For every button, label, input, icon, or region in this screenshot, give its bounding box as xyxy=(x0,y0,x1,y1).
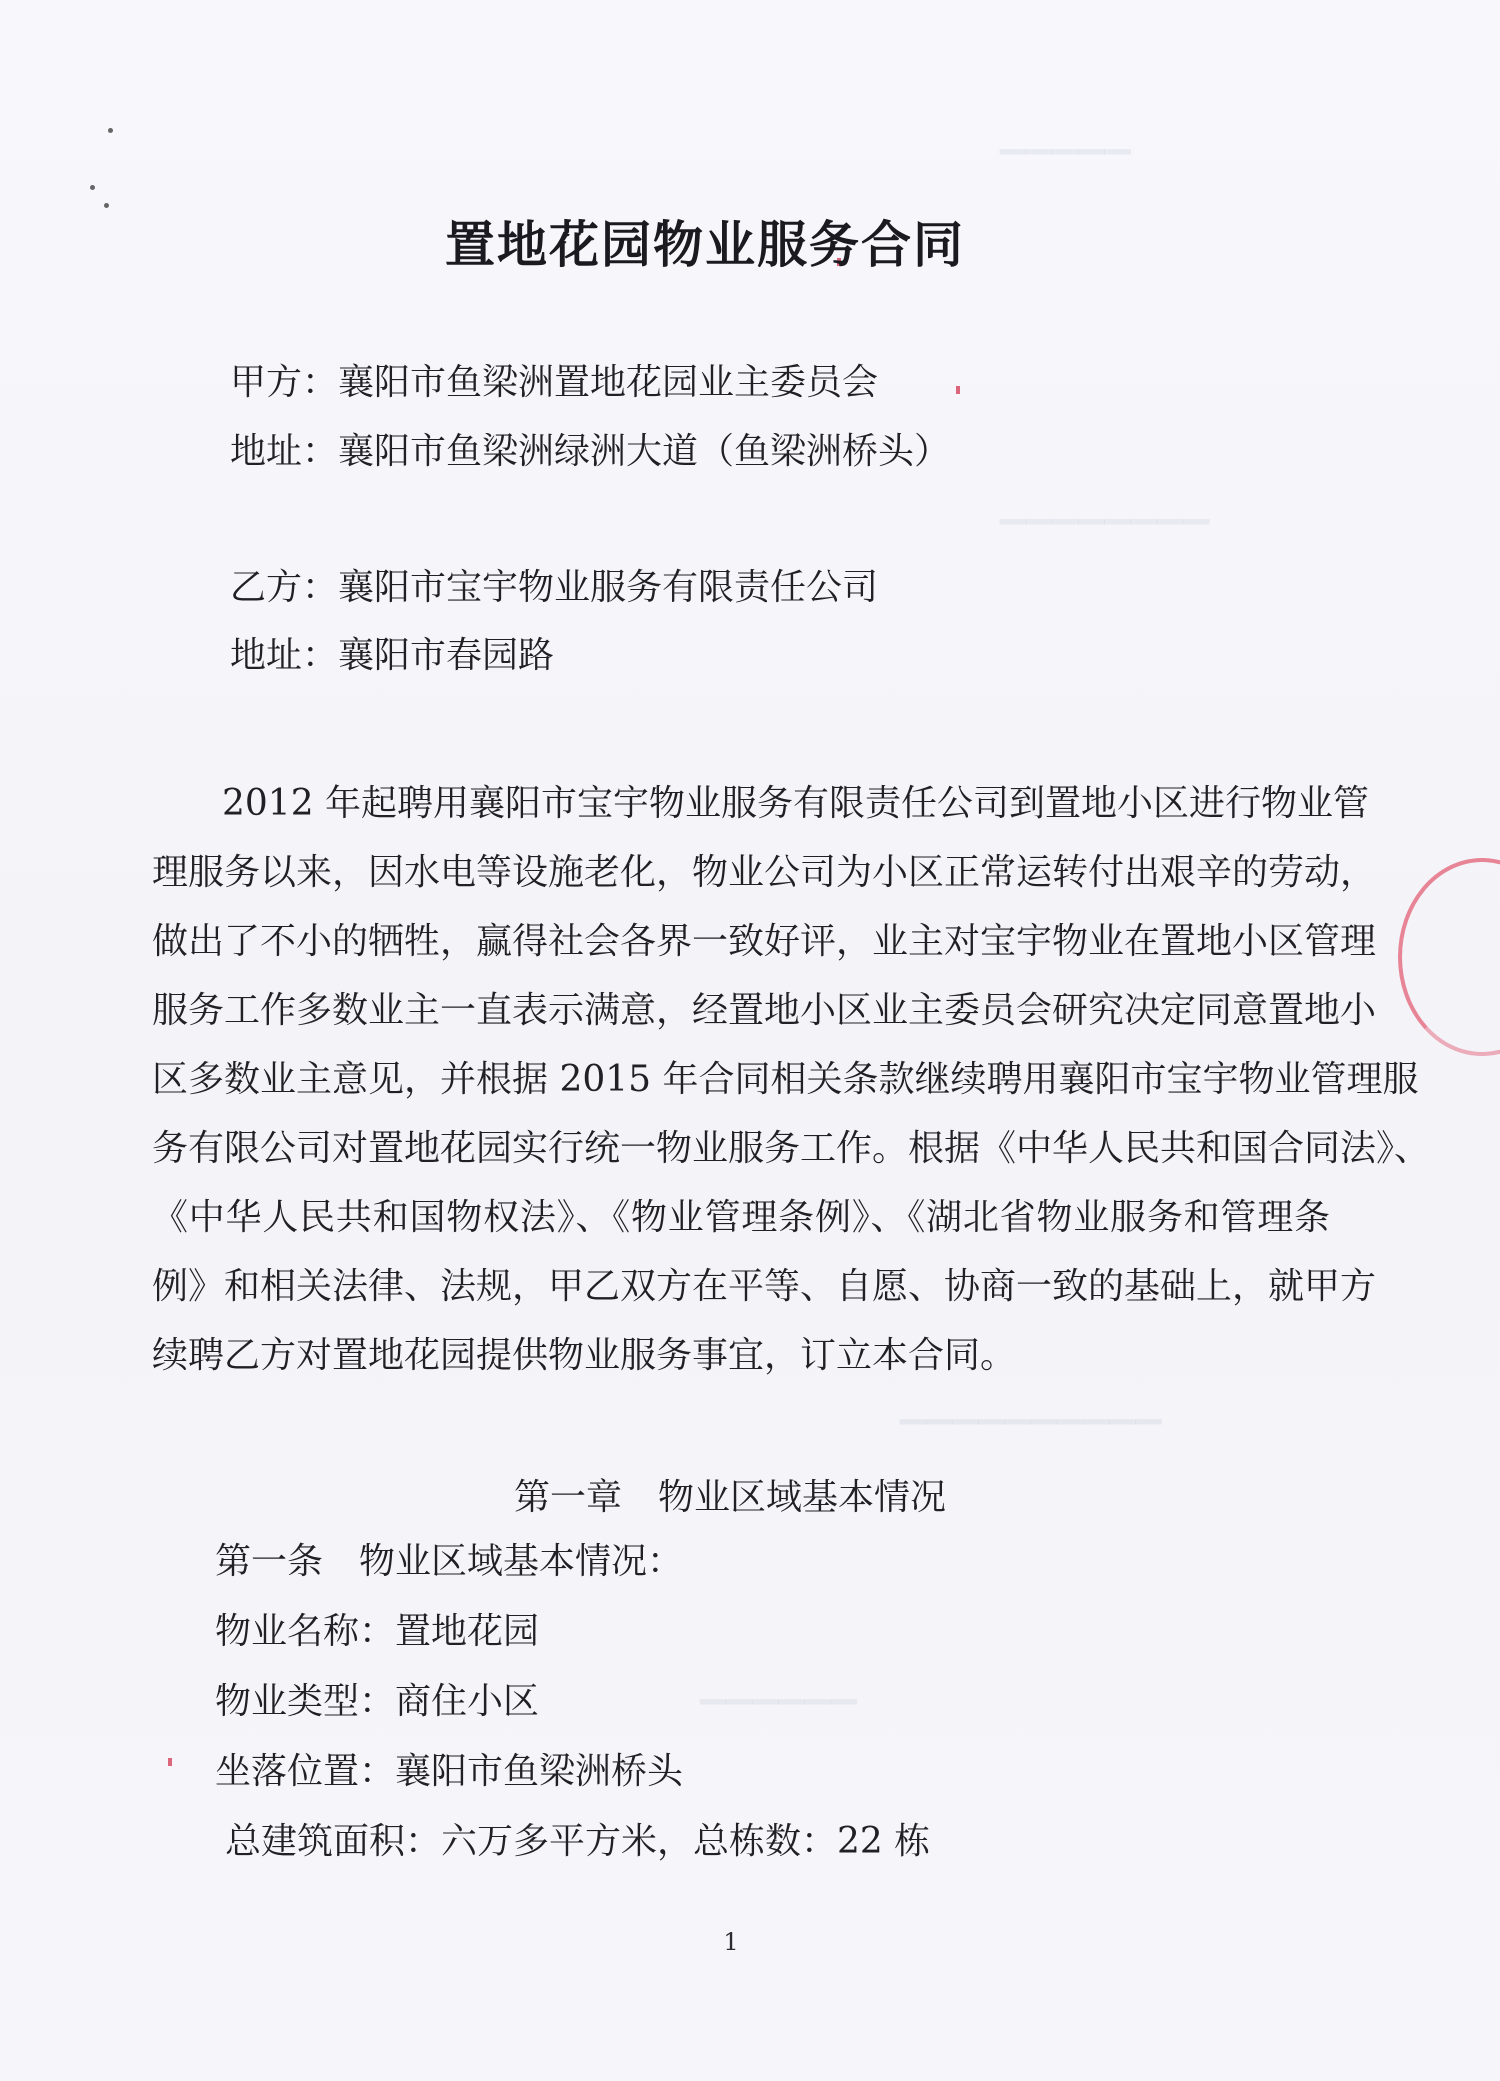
red-speck xyxy=(956,386,960,394)
article-one-heading: 第一条 物业区域基本情况： xyxy=(215,1541,684,1582)
bleed-through-decoration: ▔▔▔▔▔▔▔▔▔▔ xyxy=(900,1420,1162,1460)
property-area-buildings: 总建筑面积：六万多平方米，总栋数：22 栋 xyxy=(225,1821,931,1862)
chapter-one-heading: 第一章 物业区域基本情况 xyxy=(513,1477,946,1518)
preamble-line: 务有限公司对置地花园实行统一物业服务工作。根据《中华人民共和国合同法》、 xyxy=(152,1128,1431,1169)
party-b-address: 地址：襄阳市春园路 xyxy=(230,635,555,676)
party-a-address: 地址：襄阳市鱼梁洲绿洲大道（鱼梁洲桥头） xyxy=(230,431,951,472)
preamble-line: 续聘乙方对置地花园提供物业服务事宜，订立本合同。 xyxy=(152,1335,1017,1376)
scan-speck xyxy=(90,185,95,190)
property-type: 物业类型：商住小区 xyxy=(215,1681,540,1722)
red-seal-stamp xyxy=(1398,858,1500,1056)
bleed-through-decoration: ▔▔▔▔▔▔ xyxy=(700,1700,857,1740)
bleed-through-decoration: ▔▔▔▔▔▔▔▔ xyxy=(1000,520,1210,560)
preamble-line: 理服务以来，因水电等设施老化，物业公司为小区正常运转付出艰辛的劳动， xyxy=(152,852,1377,893)
preamble-line: 例》和相关法律、法规，甲乙双方在平等、自愿、协商一致的基础上，就甲方 xyxy=(152,1266,1377,1307)
preamble-line: 做出了不小的牺牲，赢得社会各界一致好评，业主对宝宇物业在置地小区管理 xyxy=(152,921,1377,962)
property-location: 坐落位置：襄阳市鱼梁洲桥头 xyxy=(215,1751,684,1792)
page-number: 1 xyxy=(723,1928,739,1956)
preamble-line: 《中华人民共和国物权法》、《物业管理条例》、《湖北省物业服务和管理条 xyxy=(152,1197,1330,1238)
preamble-line: 服务工作多数业主一直表示满意，经置地小区业主委员会研究决定同意置地小 xyxy=(152,990,1377,1031)
scan-speck xyxy=(108,128,113,133)
party-b-name: 乙方：襄阳市宝宇物业服务有限责任公司 xyxy=(230,567,879,608)
bleed-through-decoration: ▔▔▔▔▔ xyxy=(1000,150,1131,190)
red-speck xyxy=(168,1758,172,1766)
preamble-line: 2012 年起聘用襄阳市宝宇物业服务有限责任公司到置地小区进行物业管 xyxy=(222,783,1370,824)
contract-title: 置地花园物业服务合同 xyxy=(445,216,965,274)
preamble-line: 区多数业主意见，并根据 2015 年合同相关条款继续聘用襄阳市宝宇物业管理服 xyxy=(152,1059,1419,1100)
party-a-name: 甲方：襄阳市鱼梁洲置地花园业主委员会 xyxy=(230,362,879,403)
property-name: 物业名称：置地花园 xyxy=(215,1611,540,1652)
